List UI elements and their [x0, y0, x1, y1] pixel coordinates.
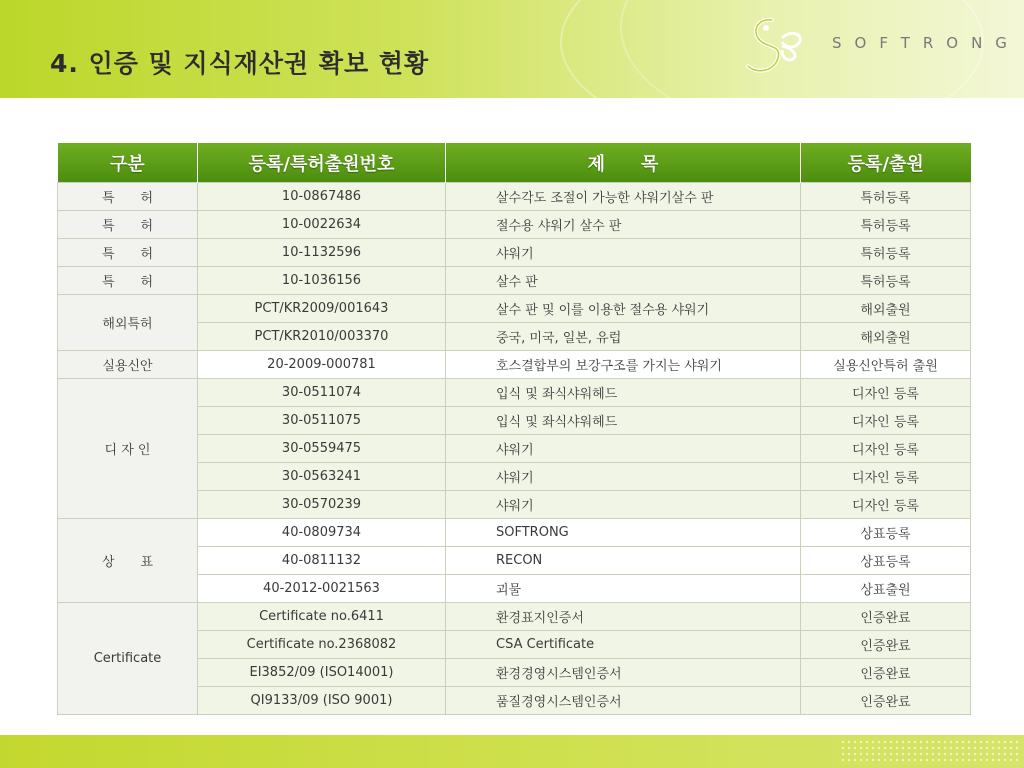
- table-row: [58, 183, 971, 211]
- column-header-title: 제 목: [446, 143, 801, 183]
- status-cell: 특허등록: [801, 183, 971, 211]
- category-cell: 특 허: [58, 183, 198, 211]
- table-row: [58, 519, 971, 547]
- title-cell: 샤워기: [446, 463, 801, 491]
- table-row: [58, 239, 971, 267]
- number-cell: 10-0022634: [198, 211, 446, 239]
- status-cell: 상표출원: [801, 575, 971, 603]
- status-cell: 인증완료: [801, 659, 971, 687]
- status-cell: 상표등록: [801, 547, 971, 575]
- page-title: 4. 인증 및 지식재산권 확보 현황: [50, 49, 430, 78]
- number-cell: PCT/KR2009/001643: [198, 295, 446, 323]
- column-header-status: 등록/출원: [801, 143, 971, 183]
- softrong-logo-icon: [742, 14, 808, 84]
- category-cell: 실용신안: [58, 351, 198, 379]
- status-cell: 실용신안특허 출원: [801, 351, 971, 379]
- number-cell: 40-2012-0021563: [198, 575, 446, 603]
- title-cell: 중국, 미국, 일본, 유럽: [446, 323, 801, 351]
- status-cell: 디자인 등록: [801, 435, 971, 463]
- status-cell: 특허등록: [801, 211, 971, 239]
- number-cell: 10-1036156: [198, 267, 446, 295]
- number-cell: PCT/KR2010/003370: [198, 323, 446, 351]
- number-cell: Certificate no.2368082: [198, 631, 446, 659]
- title-cell: 샤워기: [446, 239, 801, 267]
- certification-table: [57, 143, 971, 715]
- title-cell: RECON: [446, 547, 801, 575]
- title-cell: 호스결합부의 보강구조를 가지는 샤워기: [446, 351, 801, 379]
- table-row: [58, 351, 971, 379]
- status-cell: 디자인 등록: [801, 491, 971, 519]
- category-cell: 디 자 인: [58, 379, 198, 519]
- number-cell: 10-0867486: [198, 183, 446, 211]
- header-banner: [0, 0, 1024, 98]
- status-cell: 해외출원: [801, 295, 971, 323]
- title-cell: 입식 및 좌식샤워헤드: [446, 407, 801, 435]
- table-row: [58, 211, 971, 239]
- status-cell: 특허등록: [801, 267, 971, 295]
- title-cell: 샤워기: [446, 435, 801, 463]
- title-cell: 환경표지인증서: [446, 603, 801, 631]
- title-cell: 살수 판: [446, 267, 801, 295]
- number-cell: 20-2009-000781: [198, 351, 446, 379]
- table-row: [58, 295, 971, 323]
- footer-bar: [0, 735, 1024, 768]
- title-cell: 살수각도 조절이 가능한 샤워기살수 판: [446, 183, 801, 211]
- number-cell: 30-0563241: [198, 463, 446, 491]
- title-cell: 환경경영시스템인증서: [446, 659, 801, 687]
- status-cell: 인증완료: [801, 603, 971, 631]
- title-cell: 괴물: [446, 575, 801, 603]
- column-header-number: 등록/특허출원번호: [198, 143, 446, 183]
- table-row: [58, 267, 971, 295]
- number-cell: 10-1132596: [198, 239, 446, 267]
- table-header-row: [58, 143, 971, 183]
- category-cell: 특 허: [58, 239, 198, 267]
- title-cell: CSA Certificate: [446, 631, 801, 659]
- number-cell: EI3852/09 (ISO14001): [198, 659, 446, 687]
- title-cell: 절수용 샤워기 살수 판: [446, 211, 801, 239]
- column-header-category: 구분: [58, 143, 198, 183]
- number-cell: 30-0511074: [198, 379, 446, 407]
- category-cell: 해외특허: [58, 295, 198, 351]
- number-cell: 30-0511075: [198, 407, 446, 435]
- table-row: [58, 379, 971, 407]
- status-cell: 인증완료: [801, 631, 971, 659]
- brand-wordmark: SOFTRONG: [832, 34, 1020, 52]
- title-cell: 입식 및 좌식샤워헤드: [446, 379, 801, 407]
- status-cell: 디자인 등록: [801, 463, 971, 491]
- status-cell: 인증완료: [801, 687, 971, 715]
- status-cell: 디자인 등록: [801, 379, 971, 407]
- number-cell: 40-0809734: [198, 519, 446, 547]
- status-cell: 상표등록: [801, 519, 971, 547]
- category-cell: Certificate: [58, 603, 198, 715]
- title-cell: 품질경영시스템인증서: [446, 687, 801, 715]
- number-cell: QI9133/09 (ISO 9001): [198, 687, 446, 715]
- number-cell: 30-0570239: [198, 491, 446, 519]
- status-cell: 특허등록: [801, 239, 971, 267]
- category-cell: 상 표: [58, 519, 198, 603]
- title-cell: SOFTRONG: [446, 519, 801, 547]
- number-cell: 40-0811132: [198, 547, 446, 575]
- title-cell: 샤워기: [446, 491, 801, 519]
- status-cell: 디자인 등록: [801, 407, 971, 435]
- decorative-dot-pattern: [840, 739, 1020, 765]
- category-cell: 특 허: [58, 211, 198, 239]
- category-cell: 특 허: [58, 267, 198, 295]
- number-cell: Certificate no.6411: [198, 603, 446, 631]
- title-cell: 살수 판 및 이를 이용한 절수용 샤워기: [446, 295, 801, 323]
- table-row: [58, 603, 971, 631]
- status-cell: 해외출원: [801, 323, 971, 351]
- number-cell: 30-0559475: [198, 435, 446, 463]
